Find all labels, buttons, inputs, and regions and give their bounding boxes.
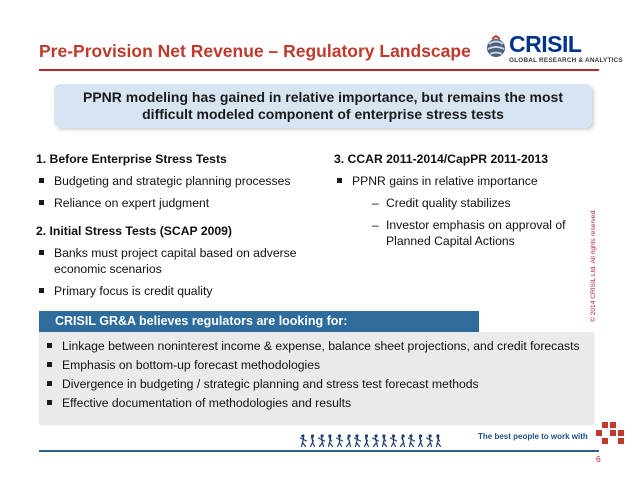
square-bullet-icon	[337, 178, 342, 183]
square-bullet-icon	[39, 178, 44, 183]
person-figure-icon	[417, 434, 424, 447]
sub-list	[352, 195, 596, 249]
square-bullet-icon	[47, 400, 52, 405]
list-item: Emphasis on bottom-up forecast methodologies	[44, 357, 584, 373]
section-heading: 2. Initial Stress Tests (SCAP 2009)	[36, 224, 232, 238]
person-figure-icon	[363, 434, 370, 447]
brand-name: CRISIL	[509, 31, 582, 57]
square-bullet-icon	[39, 200, 44, 205]
key-message-callout: PPNR modeling has gained in relative importance, but remains the most difficult modeled component of enterprise stress tests	[54, 84, 592, 128]
right-column	[334, 151, 596, 255]
brand-subtitle: GLOBAL RESEARCH & ANALYTICS	[509, 57, 623, 64]
slide-title: Pre-Provision Net Revenue – Regulatory Landscape	[39, 41, 471, 61]
person-figure-icon	[336, 434, 343, 447]
crisil-logo	[485, 31, 623, 68]
person-figure-icon	[354, 434, 361, 447]
sub-list-item: – Credit quality stabilizes	[372, 196, 511, 210]
bullet-list	[36, 173, 326, 211]
title-divider	[39, 69, 599, 71]
list-item: Divergence in budgeting / strategic planning and stress test forecast methods	[44, 376, 584, 392]
list-item: Effective documentation of methodologies and results	[44, 395, 584, 411]
findings-heading: CRISIL GR&A believes regulators are looking for:	[39, 311, 479, 332]
person-figure-icon	[426, 434, 433, 447]
findings-list	[44, 338, 584, 414]
list-item: PPNR gains in relative importance – Credit quality stabilizes – Investor emphasis on approval of Planned Capital Actions	[334, 173, 596, 249]
person-figure-icon	[381, 434, 388, 447]
dash-bullet: –	[372, 196, 379, 210]
list-item: Budgeting and strategic planning processes	[36, 173, 326, 189]
brand-tagline: The best people to work with	[478, 432, 588, 441]
person-figure-icon	[327, 434, 334, 447]
square-bullet-icon	[47, 362, 52, 367]
person-figure-icon	[309, 434, 316, 447]
person-figure-icon	[372, 434, 379, 447]
people-banner-icon	[300, 433, 470, 447]
person-figure-icon	[300, 434, 307, 447]
square-bullet-icon	[47, 381, 52, 386]
footer-divider	[39, 450, 599, 452]
decorative-squares-icon	[592, 418, 632, 458]
person-figure-icon	[408, 434, 415, 447]
dash-bullet: –	[372, 218, 379, 232]
square-bullet-icon	[39, 250, 44, 255]
list-item: Reliance on expert judgment	[36, 195, 326, 211]
bullet-list	[334, 173, 596, 249]
person-figure-icon	[435, 434, 442, 447]
person-figure-icon	[345, 434, 352, 447]
square-bullet-icon	[47, 343, 52, 348]
list-item: Banks must project capital based on adverse economic scenarios	[36, 245, 326, 277]
bullet-list	[36, 245, 326, 299]
sub-list-item: – Investor emphasis on approval of Planned Capital Actions	[372, 218, 566, 248]
section-heading: 3. CCAR 2011-2014/CapPR 2011-2013	[334, 152, 549, 166]
globe-icon	[485, 35, 507, 59]
list-item: Primary focus is credit quality	[36, 283, 326, 299]
copyright-notice: © 2014 CRISIL Ltd. All rights reserved.	[590, 208, 597, 322]
section-heading: 1. Before Enterprise Stress Tests	[36, 152, 227, 166]
page-number: 6	[596, 454, 601, 464]
person-figure-icon	[390, 434, 397, 447]
person-figure-icon	[399, 434, 406, 447]
list-item: Linkage between noninterest income & expense, balance sheet projections, and credit forecasts	[44, 338, 584, 354]
left-column	[36, 151, 326, 305]
square-bullet-icon	[39, 288, 44, 293]
person-figure-icon	[318, 434, 325, 447]
